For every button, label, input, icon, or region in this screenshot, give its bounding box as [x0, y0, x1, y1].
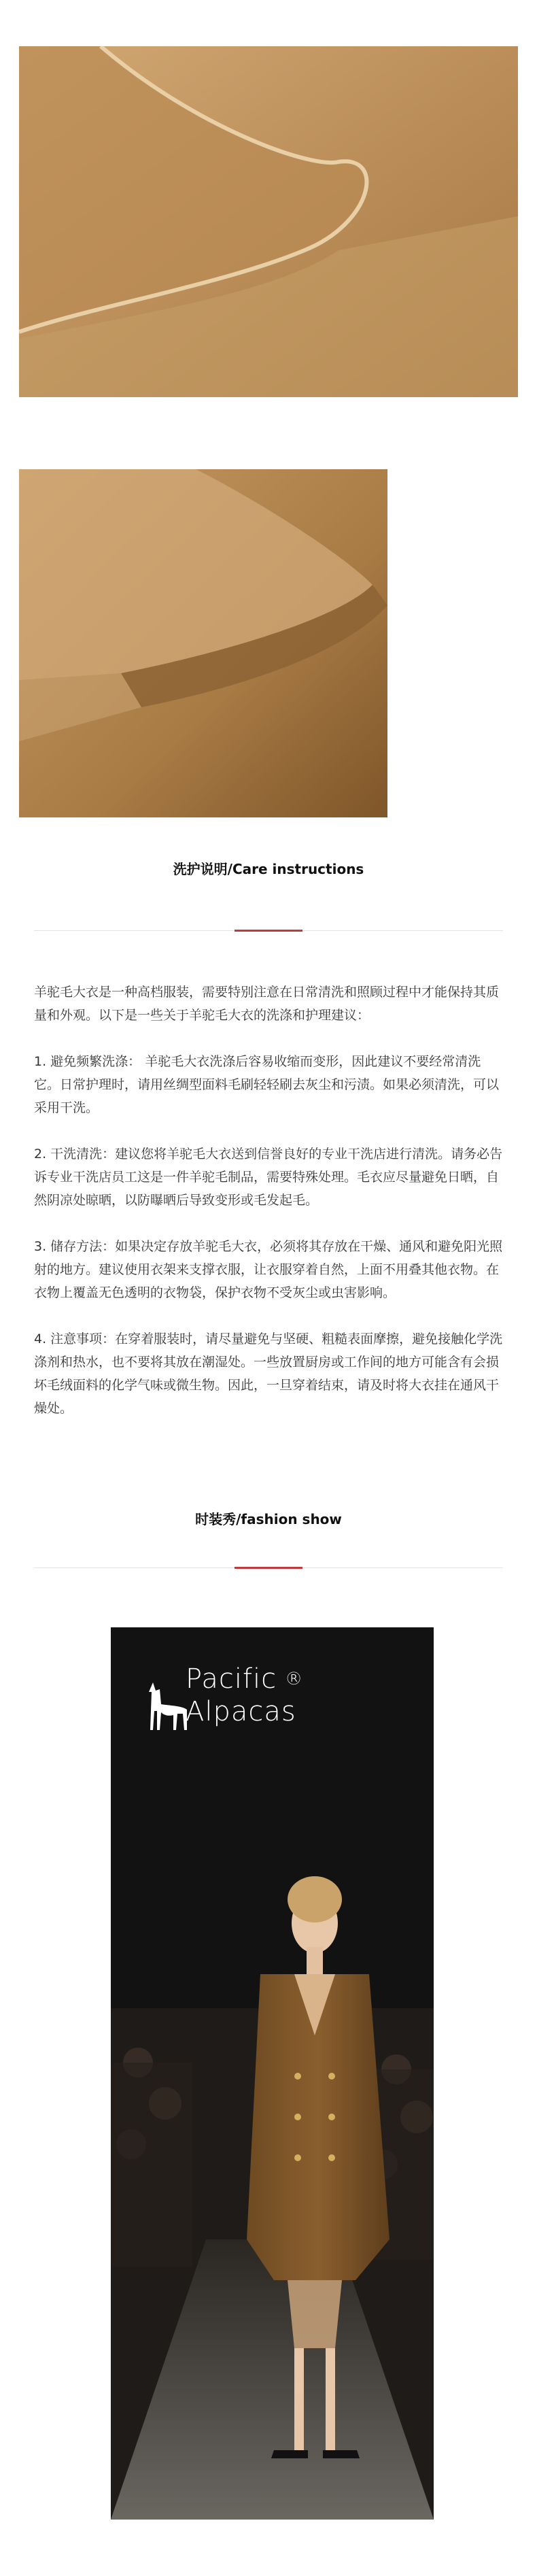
runway-illustration	[111, 1627, 434, 2520]
care-item-3: 3. 储存方法：如果决定存放羊驼毛大衣，必须将其存放在干燥、通风和避免阳光照射的地方。建议使用衣架来支撑衣服，让衣服穿着自然，上面不用叠其他衣物。在衣物上覆盖无色透明的衣物袋，保护衣物不受灰尘或虫害影响。	[34, 1239, 503, 1300]
care-divider	[34, 930, 503, 931]
sleeve-illustration	[19, 469, 387, 817]
care-item-2: 2. 干洗清洗：建议您将羊驼毛大衣送到信誉良好的专业干洗店进行清洗。请务必告诉专业干洗店员工这是一件羊驼毛制品，需要特殊处理。毛衣应尽量避免日晒，自然阴凉处晾晒，以防曝晒后导致变形或毛发起毛。	[34, 1147, 503, 1208]
care-item-1: 1. 避免频繁洗涤： 羊驼毛大衣洗涤后容易收缩而变形，因此建议不要经常清洗它。日常护理时，请用丝绸型面料毛刷轻轻刷去灰尘和污渍。如果必须清洗，可以采用干洗。	[34, 1054, 500, 1115]
fashion-divider	[34, 1567, 503, 1568]
care-section-title: 洗护说明/Care instructions	[173, 861, 364, 877]
fashion-section-title: 时装秀/fashion show	[195, 1511, 342, 1527]
runway-photo	[111, 1627, 434, 2520]
care-intro: 羊驼毛大衣是一种高档服装，需要特别注意在日常清洗和照顾过程中才能保持其质量和外观。以下是一些关于羊驼毛大衣的洗涤和护理建议：	[34, 985, 500, 1023]
fashion-divider-accent	[235, 1567, 302, 1569]
brand-line1-text: Pacific	[186, 1663, 277, 1695]
coat-lapel-photo	[19, 46, 518, 397]
registered-mark: ®	[285, 1669, 304, 1689]
brand-name-line1	[186, 1663, 303, 1695]
coat-sleeve-photo	[19, 469, 387, 817]
care-divider-accent	[235, 930, 302, 932]
brand-logo	[186, 1663, 303, 1728]
lapel-illustration	[19, 46, 518, 397]
care-instructions-body	[34, 981, 503, 1443]
care-item-4: 4. 注意事项：在穿着服装时，请尽量避免与坚硬、粗糙表面摩擦，避免接触化学洗涤剂和热水，也不要将其放在潮湿处。一些放置厨房或工作间的地方可能含有会损坏毛绒面料的化学气味或微生物。因此，一旦穿着结束，请及时将大衣挂在通风干燥处。	[34, 1332, 503, 1416]
brand-name-line2: Alpacas	[186, 1696, 296, 1727]
